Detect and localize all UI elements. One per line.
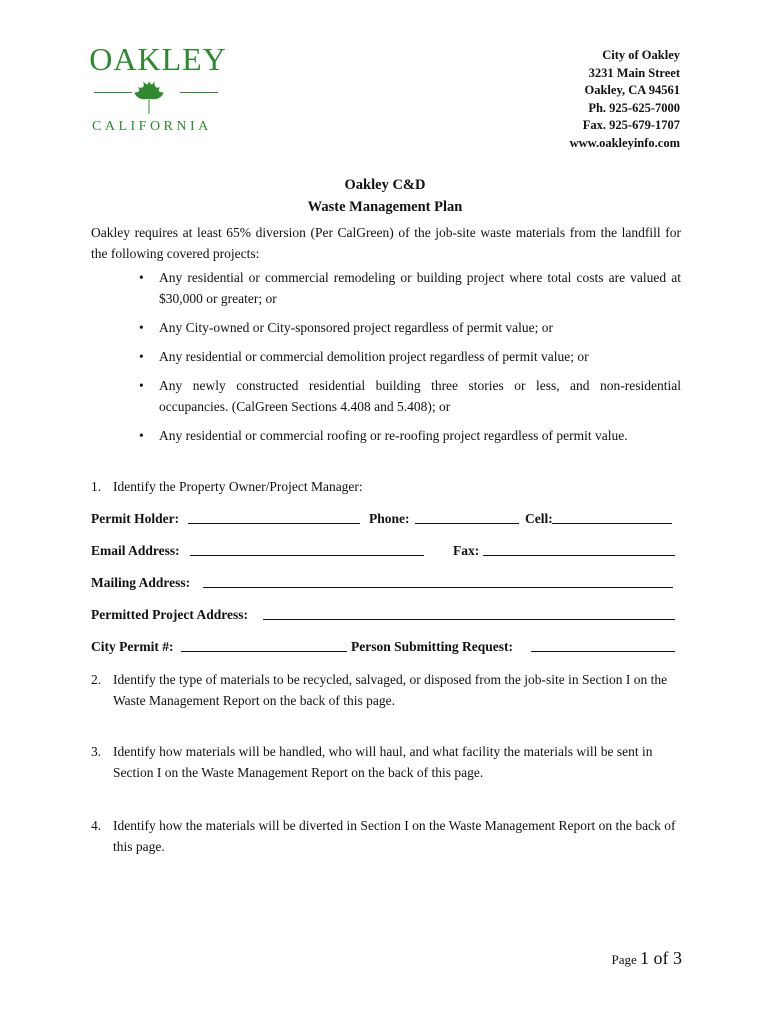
field-row-permit-number bbox=[91, 637, 681, 657]
step-1: 1. Identify the Property Owner/Project Manager: bbox=[91, 479, 363, 494]
list-item: • Any residential or commercial demolition project regardless of permit value; or bbox=[139, 349, 589, 364]
title-line-2: Waste Management Plan bbox=[307, 199, 463, 215]
step-4: 4. Identify how the materials will be diverted in Section I on the Waste Management Report on the back of this page. bbox=[91, 818, 676, 854]
logo-subtitle: CALIFORNIA bbox=[92, 119, 212, 134]
intro-paragraph: Oakley requires at least 65% diversion (Per CalGreen) of the job-site waste materials from the landfill for the following covered projects: bbox=[91, 225, 681, 261]
list-item: • Any residential or commercial remodeling or building project where total costs are valued at $30,000 or greater; or bbox=[139, 270, 681, 306]
address-website: www.oakleyinfo.com bbox=[569, 135, 680, 150]
address-street: 3231 Main Street bbox=[588, 65, 680, 80]
cell-label: Cell: bbox=[525, 511, 553, 526]
email-label: Email Address: bbox=[91, 543, 180, 558]
list-item: • Any City-owned or City-sponsored project regardless of permit value; or bbox=[139, 320, 554, 335]
field-row-mailing bbox=[91, 573, 681, 593]
permit-holder-label: Permit Holder: bbox=[91, 511, 180, 526]
field-row-project bbox=[91, 605, 681, 625]
oak-leaf-icon bbox=[129, 80, 169, 116]
list-item: • Any residential or commercial roofing or re-roofing project regardless of permit value. bbox=[139, 428, 628, 443]
page-word: Page bbox=[611, 952, 637, 967]
list-item: • Any newly constructed residential building three stories or less, and non-residential occupancies. (CalGreen Sections 4.408 and 5.408); or bbox=[139, 378, 681, 414]
address-org: City of Oakley bbox=[602, 48, 680, 62]
oakley-logo bbox=[78, 41, 238, 134]
address-block bbox=[570, 47, 680, 152]
address-fax: Fax. 925-679-1707 bbox=[582, 118, 680, 132]
logo-wordmark: OAKLEY bbox=[89, 41, 227, 77]
page-title bbox=[0, 174, 770, 218]
step-3: 3. Identify how materials will be handled, who will haul, and what facility the materials will be sent in Section I on the Waste Management Report on the back of this page. bbox=[91, 744, 653, 780]
address-city: Oakley, CA 94561 bbox=[584, 83, 680, 97]
step-2: 2. Identify the type of materials to be recycled, salvaged, or disposed from the job-site in Section I on the Waste Management Report on the back of this page. bbox=[91, 672, 668, 708]
page-number bbox=[611, 948, 682, 969]
city-permit-label: City Permit #: bbox=[91, 639, 174, 654]
logo-rule-right bbox=[180, 92, 218, 93]
fax-label: Fax: bbox=[453, 543, 480, 558]
phone-label: Phone: bbox=[369, 511, 410, 526]
logo-rule-left bbox=[94, 92, 132, 93]
title-line-1: Oakley C&D bbox=[344, 177, 426, 193]
field-row-permit bbox=[91, 509, 681, 529]
person-submitting-label: Person Submitting Request: bbox=[351, 639, 514, 654]
page-count: 1 of 3 bbox=[640, 948, 682, 968]
project-address-label: Permitted Project Address: bbox=[91, 607, 248, 622]
covered-projects-list bbox=[91, 267, 681, 454]
field-row-email bbox=[91, 541, 681, 561]
mailing-address-label: Mailing Address: bbox=[91, 575, 191, 590]
address-phone: Ph. 925-625-7000 bbox=[588, 100, 680, 115]
